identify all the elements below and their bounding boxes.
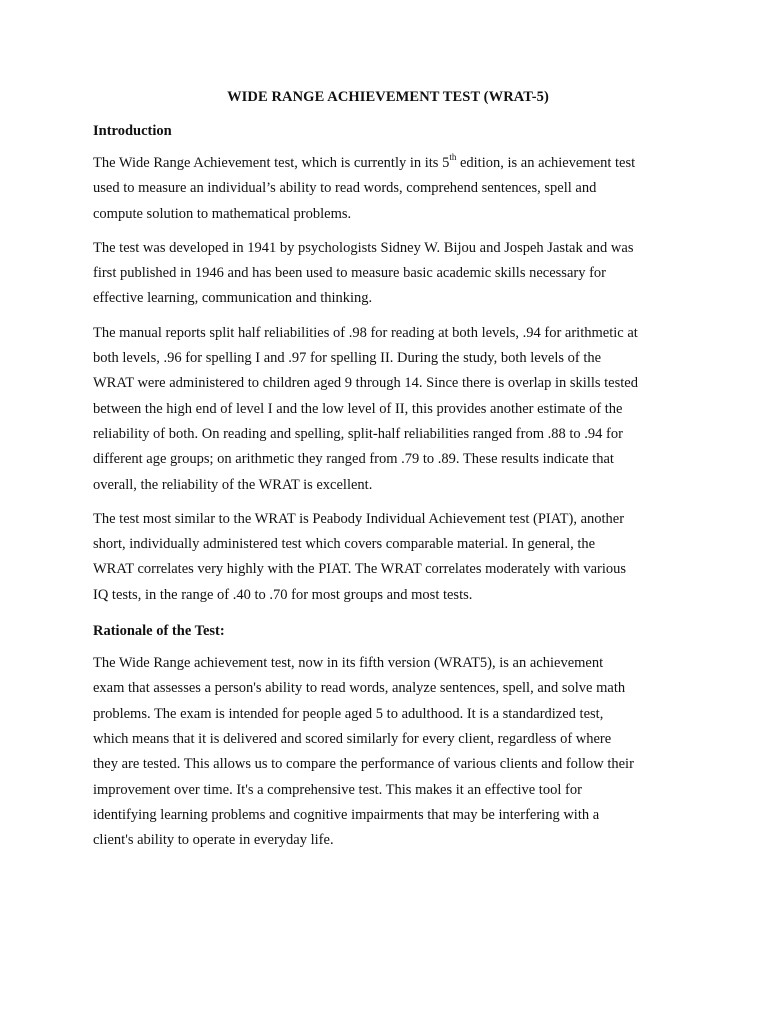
introduction-paragraph-1 xyxy=(93,151,683,227)
paragraph-line: between the high end of level I and the low level of II, this provides another estimate of the xyxy=(93,400,623,417)
paragraph-line: different age groups; on arithmetic they ranged from .79 to .89. These results indicate that xyxy=(93,451,614,468)
paragraph-line: used to measure an individual’s ability to read words, comprehend sentences, spell and xyxy=(93,180,597,197)
introduction-paragraph-4 xyxy=(93,507,683,608)
rationale-heading: Rationale of the Test: xyxy=(93,623,225,640)
introduction-heading: Introduction xyxy=(93,123,172,139)
paragraph-line: short, individually administered test which covers comparable material. In general, the xyxy=(93,536,596,553)
paragraph-line: which means that it is delivered and scored similarly for every client, regardless of where xyxy=(93,730,612,747)
paragraph-line: problems. The exam is intended for people aged 5 to adulthood. It is a standardized test, xyxy=(93,705,604,722)
paragraph-line: The Wide Range achievement test, now in its fifth version (WRAT5), is an achievement xyxy=(93,655,604,672)
paragraph-line: compute solution to mathematical problems. xyxy=(93,205,352,222)
document-page xyxy=(93,86,683,853)
paragraph-line: overall, the reliability of the WRAT is excellent. xyxy=(93,476,373,493)
paragraph-line: The test most similar to the WRAT is Peabody Individual Achievement test (PIAT), another xyxy=(93,510,625,527)
paragraph-line: both levels, .96 for spelling I and .97 for spelling II. During the study, both levels of the xyxy=(93,350,602,367)
paragraph-line: WRAT were administered to children aged 9 through 14. Since there is overlap in skills tested xyxy=(93,375,638,392)
paragraph-line: client's ability to operate in everyday life. xyxy=(93,832,334,849)
paragraph-line: first published in 1946 and has been used to measure basic academic skills necessary for xyxy=(93,265,606,282)
paragraph-line: identifying learning problems and cognitive impairments that may be interfering with a xyxy=(93,806,600,823)
introduction-paragraph-3 xyxy=(93,321,683,498)
rationale-paragraph-1 xyxy=(93,651,683,853)
introduction-paragraph-2 xyxy=(93,236,683,312)
paragraph-line: exam that assesses a person's ability to read words, analyze sentences, spell, and solve math xyxy=(93,680,626,697)
paragraph-line: The manual reports split half reliabilities of .98 for reading at both levels, .94 for arithmetic at xyxy=(93,324,638,341)
paragraph-line: improvement over time. It's a comprehensive test. This makes it an effective tool for xyxy=(93,781,582,798)
paragraph-line: effective learning, communication and thinking. xyxy=(93,290,373,307)
paragraph-line: The Wide Range Achievement test, which is currently in its 5th edition, is an achievement test xyxy=(93,152,636,171)
paragraph-line: The test was developed in 1941 by psychologists Sidney W. Bijou and Jospeh Jastak and was xyxy=(93,239,634,256)
paragraph-line: IQ tests, in the range of .40 to .70 for most groups and most tests. xyxy=(93,586,473,603)
superscript-ordinal: th xyxy=(449,152,457,163)
document-title: WIDE RANGE ACHIEVEMENT TEST (WRAT-5) xyxy=(227,89,549,105)
paragraph-line: WRAT correlates very highly with the PIAT. The WRAT correlates moderately with various xyxy=(93,561,627,578)
paragraph-line: they are tested. This allows us to compare the performance of various clients and follow their xyxy=(93,756,634,773)
paragraph-line: reliability of both. On reading and spelling, split-half reliabilities ranged from .88 to .94 for xyxy=(93,425,623,442)
